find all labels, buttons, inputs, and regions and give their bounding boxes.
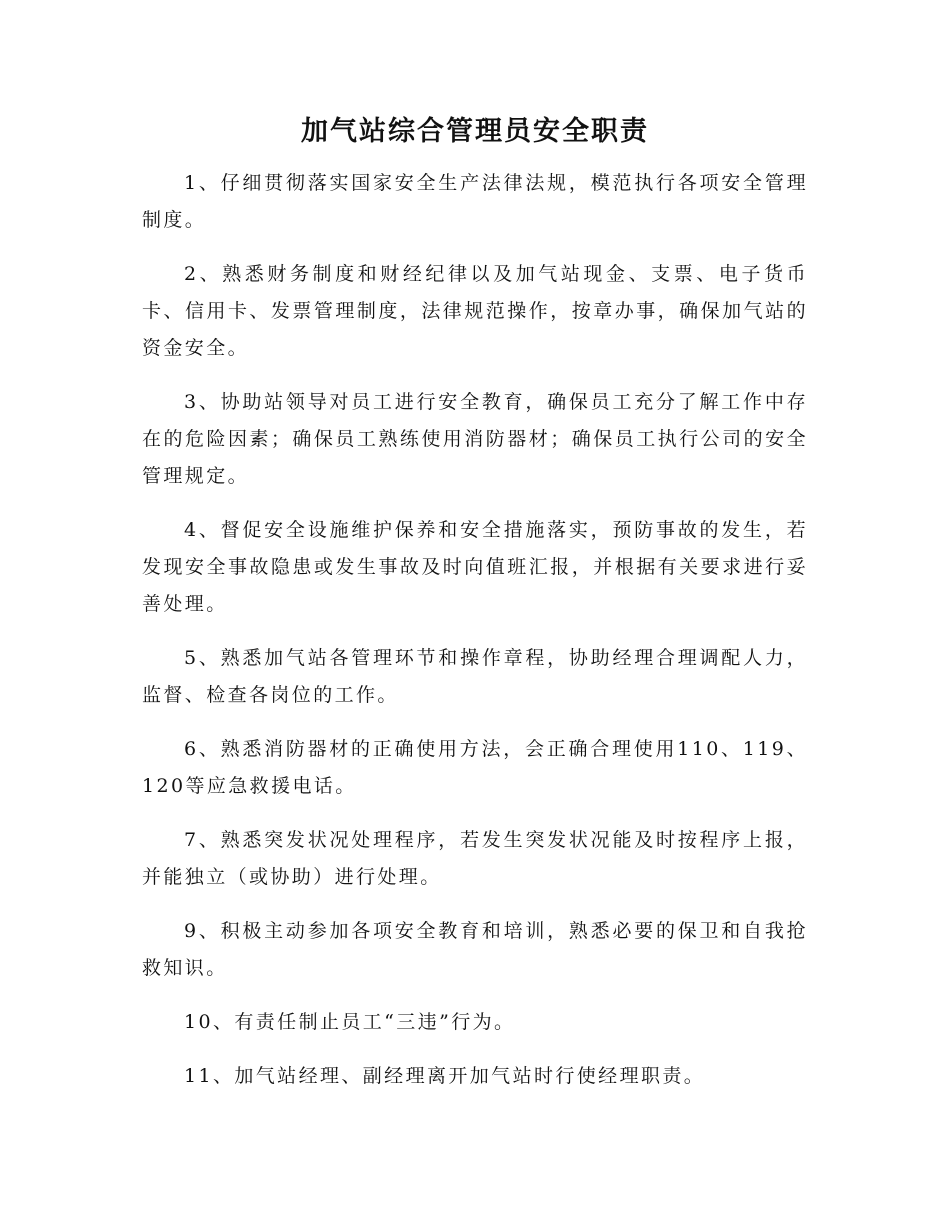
paragraph-5: 5、熟悉加气站各管理环节和操作章程，协助经理合理调配人力，监督、检查各岗位的工作。 [142,647,808,706]
document-body [142,165,808,1112]
paragraph-9: 9、积极主动参加各项安全教育和培训，熟悉必要的保卫和自我抢救知识。 [142,920,808,979]
paragraph-7: 7、熟悉突发状况处理程序，若发生突发状况能及时按程序上报，并能独立（或协助）进行处理。 [142,829,808,888]
paragraph-11: 11、加气站经理、副经理离开加气站时行使经理职责。 [184,1065,706,1087]
paragraph-3: 3、协助站领导对员工进行安全教育，确保员工充分了解工作中存在的危险因素；确保员工熟练使用消防器材；确保员工执行公司的安全管理规定。 [142,391,808,487]
paragraph-4: 4、督促安全设施维护保养和安全措施落实，预防事故的发生，若发现安全事故隐患或发生事故及时向值班汇报，并根据有关要求进行妥善处理。 [142,519,808,615]
paragraph-10: 10、有责任制止员工“三违”行为。 [184,1011,516,1033]
paragraph-1: 1、仔细贯彻落实国家安全生产法律法规，模范执行各项安全管理制度。 [142,172,808,231]
paragraph-6: 6、熟悉消防器材的正确使用方法，会正确合理使用110、119、120等应急救援电话。 [142,738,808,797]
document-title: 加气站综合管理员安全职责 [301,116,649,147]
paragraph-2: 2、熟悉财务制度和财经纪律以及加气站现金、支票、电子货币卡、信用卡、发票管理制度，法律规范操作，按章办事，确保加气站的资金安全。 [142,263,808,359]
